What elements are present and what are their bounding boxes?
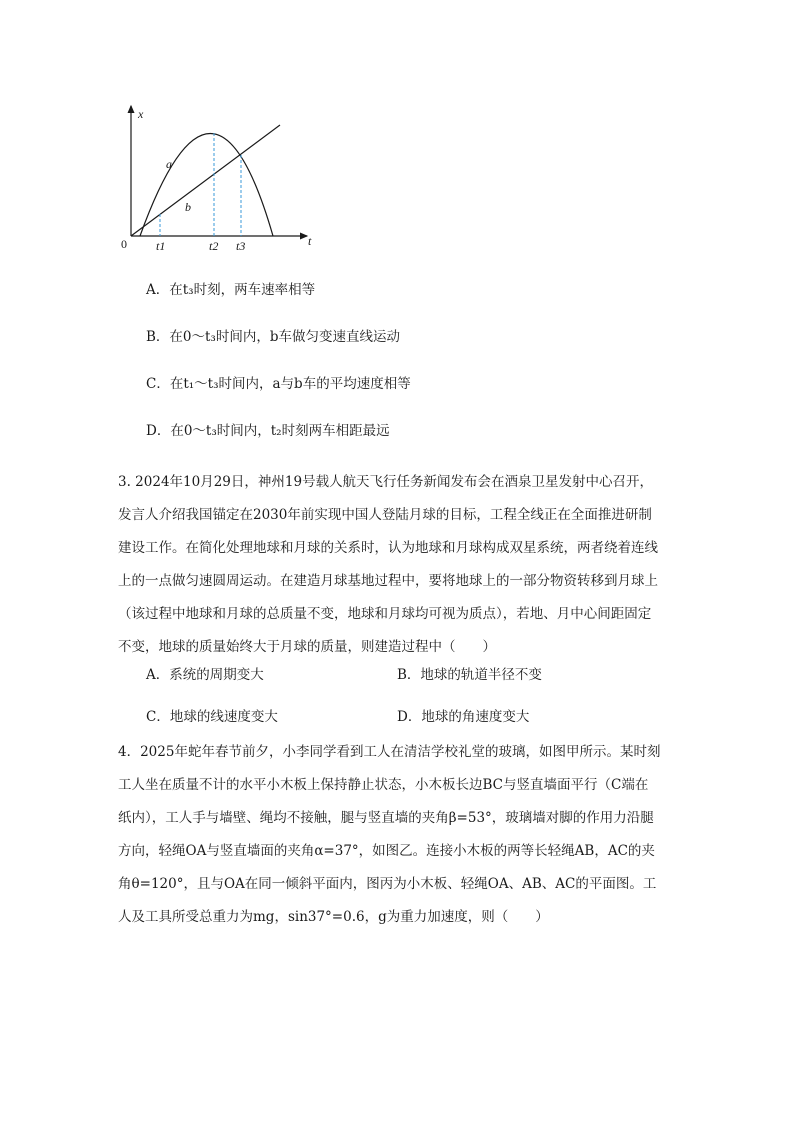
q3-option-d: D．地球的角速度变大	[397, 709, 530, 725]
xt-graph	[112, 98, 322, 258]
q4-line-5: 角θ=120°，且与OA在同一倾斜平面内，图丙为小木板、轻绳OA、AB、AC的平面图。工	[118, 876, 657, 892]
q3-line-6: 不变，地球的质量始终大于月球的质量，则建造过程中（ ）	[118, 639, 496, 655]
q4-stem	[118, 736, 688, 934]
tick-t2-label: t2	[209, 239, 219, 253]
q3-line-5: （该过程中地球和月球的总质量不变，地球和月球均可视为质点），若地、月中心间距固定	[118, 606, 652, 622]
q3-option-c: C．地球的线速度变大	[146, 709, 278, 725]
tick-t1-label: t1	[156, 239, 166, 253]
q3-stem	[118, 466, 688, 664]
q3-line-1: 3. 2024年10月29日，神州19号载人航天飞行任务新闻发布会在酒泉卫星发射中心召开，	[118, 474, 654, 490]
q2-option-c: C．在t₁～t₃时间内，a与b车的平均速度相等	[146, 376, 411, 392]
q4-line-3: 纸内），工人手与墙壁、绳均不接触，腿与竖直墙的夹角β=53°，玻璃墙对脚的作用力沿腿	[118, 810, 654, 826]
tick-t3-label: t3	[236, 239, 246, 253]
q3-option-a: A．系统的周期变大	[146, 667, 264, 683]
q4-line-6: 人及工具所受总重力为mg，sin37°=0.6，g为重力加速度，则（ ）	[118, 909, 549, 925]
q4-line-2: 工人坐在质量不计的水平小木板上保持静止状态，小木板长边BC与竖直墙面平行（C端在	[118, 777, 649, 793]
q2-option-b: B．在0～t₃时间内，b车做匀变速直线运动	[146, 329, 400, 345]
line-b	[131, 125, 280, 236]
q4-line-1: 4．2025年蛇年春节前夕，小李同学看到工人在清洁学校礼堂的玻璃，如图甲所示。某时刻	[118, 744, 661, 760]
q3-line-2: 发言人介绍我国锚定在2030年前实现中国人登陆月球的目标，工程全线正在全面推进研制	[118, 507, 652, 523]
curve-a-label: a	[166, 157, 172, 171]
xt-graph-svg	[112, 98, 322, 258]
q3-option-b: B．地球的轨道半径不变	[397, 667, 542, 683]
origin-label: 0	[121, 237, 127, 251]
q4-line-4: 方向，轻绳OA与竖直墙面的夹角α=37°，如图乙。连接小木板的两等长轻绳AB，AC的夹	[118, 843, 655, 859]
q3-line-3: 建设工作。在简化处理地球和月球的关系时，认为地球和月球构成双星系统，两者绕着连线	[118, 540, 658, 556]
q2-option-d: D．在0～t₃时间内，t₂时刻两车相距最远	[146, 423, 390, 439]
q2-option-a: A．在t₃时刻，两车速率相等	[146, 282, 316, 298]
q3-line-4: 上的一点做匀速圆周运动。在建造月球基地过程中，要将地球上的一部分物资转移到月球上	[118, 573, 658, 589]
axis-x-label: t	[308, 234, 312, 248]
line-b-label: b	[185, 200, 191, 214]
axis-y-label: x	[138, 107, 144, 121]
